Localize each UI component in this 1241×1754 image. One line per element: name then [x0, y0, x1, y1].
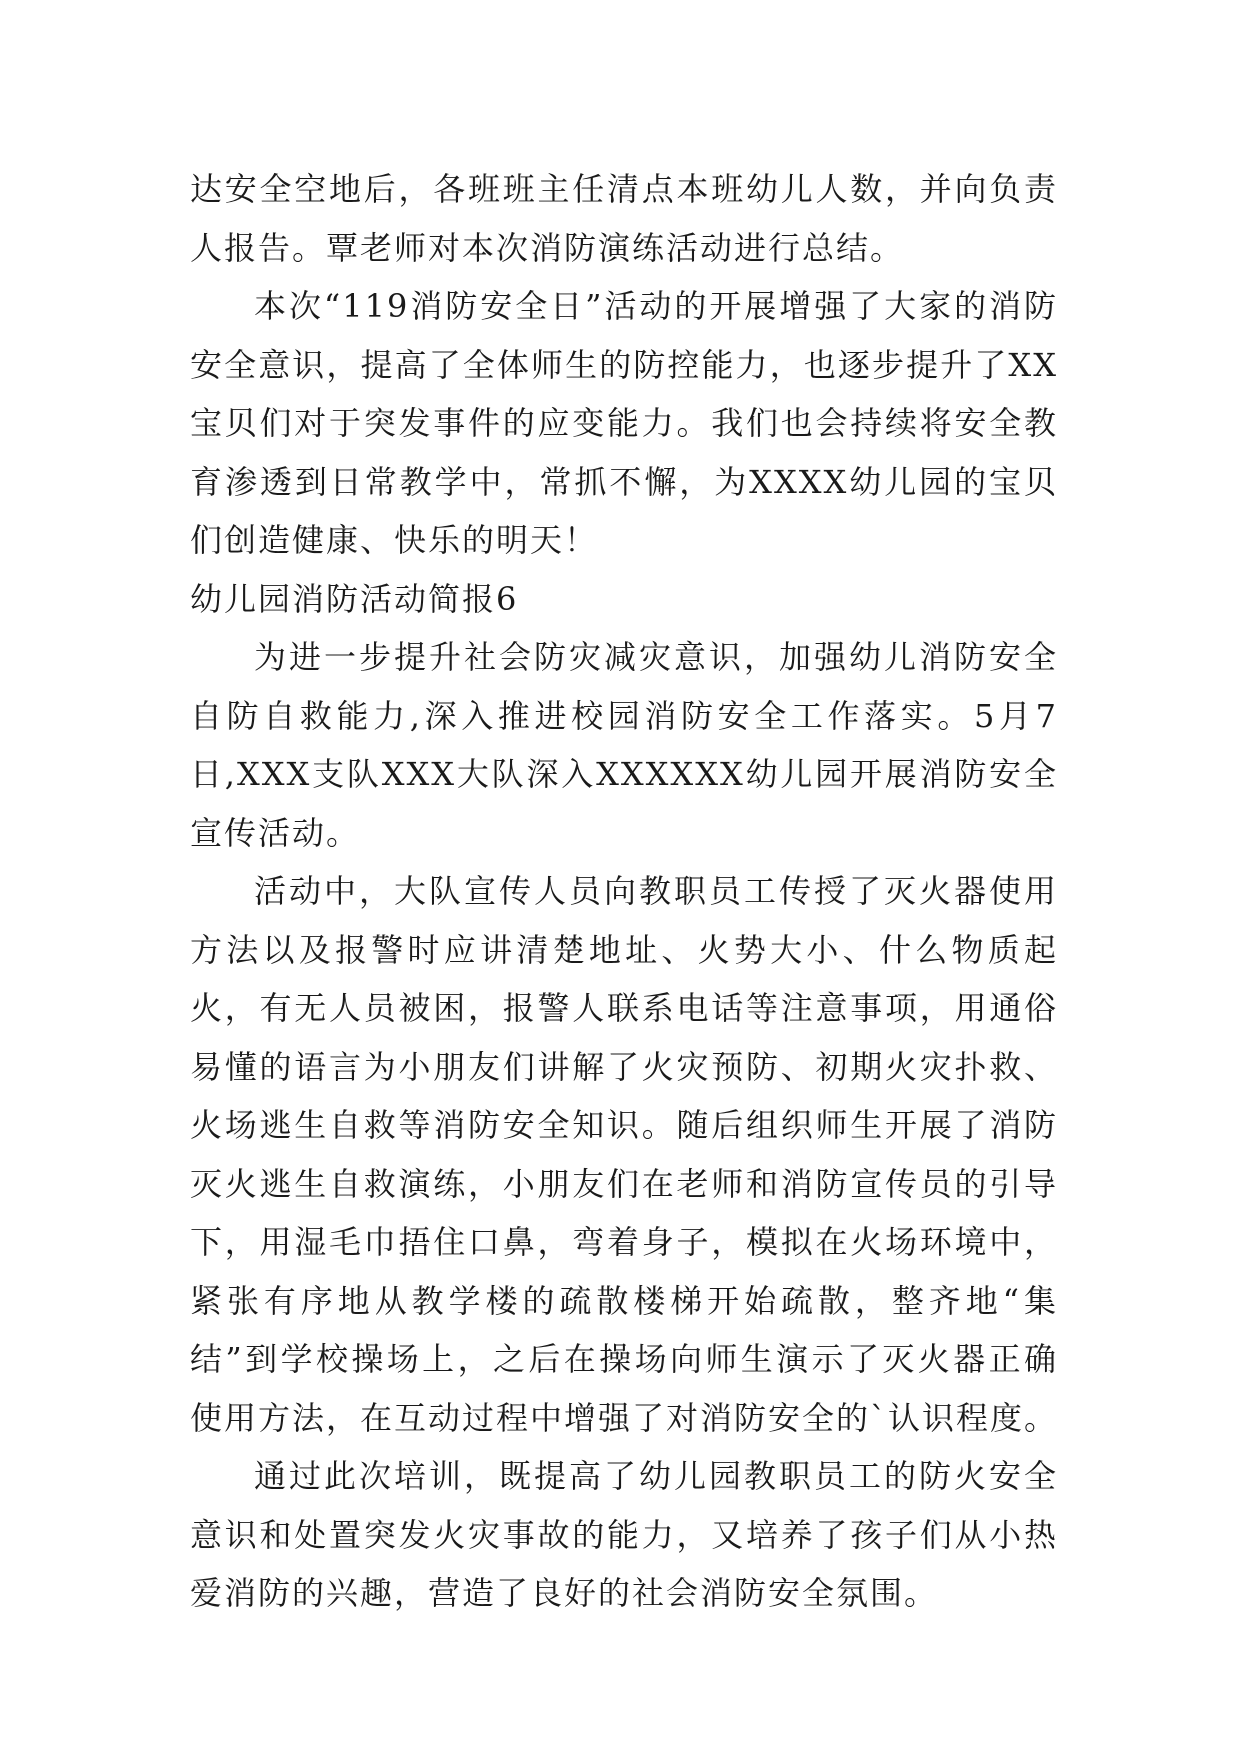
body-paragraph: 为进一步提升社会防灾减灾意识，加强幼儿消防安全自防自救能力,深入推进校园消防安全工作落实。5月7日,XXX支队XXX大队深入XXXXXX幼儿园开展消防安全宣传活动。: [190, 638, 1058, 852]
section-heading: 幼儿园消防活动简报6: [190, 579, 519, 618]
body-paragraph: 活动中，大队宣传人员向教职员工传授了灭火器使用方法以及报警时应讲清楚地址、火势大小、什么物质起火，有无人员被困，报警人联系电话等注意事项，用通俗易懂的语言为小朋友们讲解了火灾预防、初期火灾扑救、火场逃生自救等消防安全知识。随后组织师生开展了消防灭火逃生自救演练，小朋友们在老师和消防宣传员的引导下，用湿毛巾捂住口鼻，弯着身子，模拟在火场环境中，紧张有序地从教学楼的疏散楼梯开始疏散，整齐地“集结”到学校操场上，之后在操场向师生演示了灭火器正确使用方法，在互动过程中增强了对消防安全的`认识程度。: [190, 872, 1059, 1437]
body-paragraph: 通过此次培训，既提高了幼儿园教职员工的防火安全意识和处置突发火灾事故的能力，又培养了孩子们从小热爱消防的兴趣，营造了良好的社会消防安全氛围。: [190, 1457, 1058, 1612]
continuation-paragraph: 达安全空地后，各班班主任清点本班幼儿人数，并向负责人报告。覃老师对本次消防演练活动进行总结。: [190, 170, 1058, 267]
document-body: [190, 160, 1058, 1623]
body-paragraph: 本次“119消防安全日”活动的开展增强了大家的消防安全意识，提高了全体师生的防控能力，也逐步提升了XX宝贝们对于突发事件的应变能力。我们也会持续将安全教育渗透到日常教学中，常抓不懈，为XXXX幼儿园的宝贝们创造健康、快乐的明天！: [190, 287, 1058, 559]
